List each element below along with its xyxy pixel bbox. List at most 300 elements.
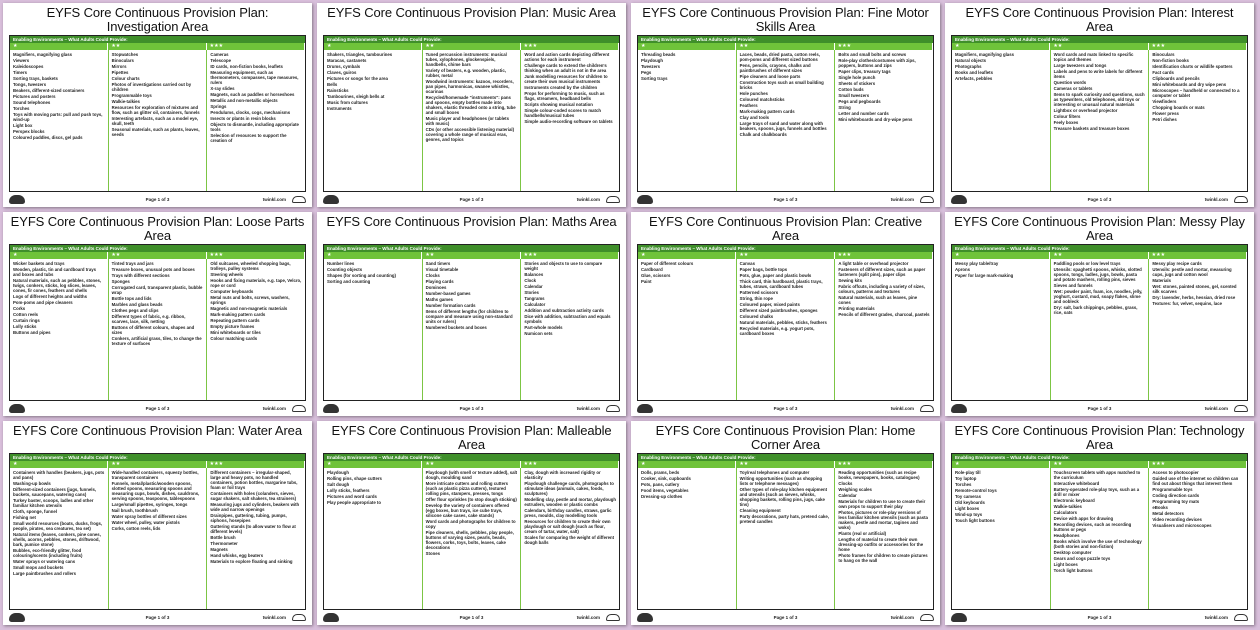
twinkl-hat-icon (1234, 405, 1248, 412)
star-level-label: ★★★ (835, 43, 933, 50)
list-item: Battery-operated role-play toys, such as a drill or mixer (1053, 487, 1140, 497)
list-item: Balances (524, 272, 544, 277)
page-number: Page 1 of 3 (145, 197, 170, 202)
list-item: Corrugated card, transparent plastic, bubble wrap (111, 285, 203, 295)
list-item: Cameras or tablets (1053, 86, 1093, 91)
document-page[interactable] (945, 3, 1254, 207)
list-item: Headphones (1053, 533, 1080, 538)
star-level-row (952, 43, 1247, 50)
document-page[interactable] (3, 212, 312, 416)
list-item: Small world resources (boats, ducks, frogs, people, pirates, sea creatures, tea set) (13, 521, 103, 531)
list-item: Music player and headphones (or tablets with music) (425, 116, 510, 126)
list-item: Drainpipes, guttering, tubing, pumps, siphons, hosepipes (210, 513, 287, 523)
list-item: ID cards, non-fiction books, leaflets (210, 64, 283, 69)
table-header: Enabling Environments – What Adults Could Provide: (952, 245, 1247, 252)
page-title: EYFS Core Continuous Provision Plan: Technology Area (954, 423, 1245, 452)
list-item: Sound telephones (13, 100, 51, 105)
list-item: Conkers, artificial grass, tiles, to change the texture of surfaces (111, 336, 202, 346)
star-level-label: ★ (952, 461, 1050, 468)
page-number: Page 1 of 3 (1087, 406, 1112, 411)
list-item: Treasure baskets and treasure boxes (1053, 126, 1130, 131)
list-item: Torch light buttons (1053, 568, 1093, 573)
list-item: Walkie-talkies (1053, 504, 1082, 509)
table-header: Enabling Environments – What Adults Could Provide: (952, 454, 1247, 461)
list-item: Messy play recipe cards (1152, 261, 1202, 266)
list-item: Tangrams (524, 296, 545, 301)
list-item: Wooden, plastic, tin and cardboard trays and boxes and tubs (13, 267, 97, 277)
table-column (952, 50, 1051, 191)
list-item: Springs (210, 104, 227, 109)
list-item: Lightbox or overhead projector (1053, 108, 1118, 113)
list-item: Colour charts (111, 76, 140, 81)
document-page[interactable] (3, 421, 312, 625)
page-title: EYFS Core Continuous Provision Plan: Creative Area (649, 214, 922, 243)
list-item: Cardboard (641, 267, 663, 272)
list-item: Desktop computer (1053, 550, 1092, 555)
list-item: Other types of role-play kitchen equipment and utensils (such as sieves, whisks, shopping baskets, rolling pins, jugs, cake tins) (739, 487, 828, 507)
list-item: Pots, pans, cutlery (641, 482, 680, 487)
list-item: Word cards and photographs for children to copy (425, 519, 516, 529)
list-item: Number formation cards (425, 303, 476, 308)
list-item: Water sprays or watering cans (13, 559, 76, 564)
list-item: Funnels, metal/plastic/wooden spoons, slotted spoons, measuring spoons and measuring cups, bowls, dishes, cauldrons, serving spoons, teaspoons, tablespoons (111, 481, 200, 501)
list-item: Programmable toys (1152, 487, 1193, 492)
list-item: Items to spark curiosity and questions, such as typewriters, old telephones, old toys or interesting or unusual natural materials (1053, 92, 1145, 107)
page-title: EYFS Core Continuous Provision Plan: Loose Parts Area (10, 214, 305, 243)
list-item: Kaleidoscopes (13, 64, 44, 69)
list-item: Cleaning equipment (739, 508, 781, 513)
list-item: Cotton reels (13, 312, 39, 317)
table-column (324, 259, 423, 400)
list-item: Number lines (327, 261, 355, 266)
page-number: Page 1 of 3 (1087, 197, 1112, 202)
list-item: Pots, glue, paper and plastic bowls (739, 273, 812, 278)
list-item: Cameras (210, 52, 229, 57)
list-item: Materials for children to use to create their own props to support their play (838, 499, 926, 509)
list-item: Petri dishes (1152, 117, 1177, 122)
list-item: Insects or plants in resin blocks (210, 116, 276, 121)
star-level-label: ★★ (1050, 461, 1148, 468)
list-item: eBooks (1152, 505, 1168, 510)
twinkl-logo-icon (9, 195, 25, 204)
list-item: Tongs, tweezers (13, 82, 47, 87)
twinkl-logo-icon (637, 404, 653, 413)
list-item: Different-sized containers (jugs, funnels, buckets, saucepans, watering cans) (13, 487, 97, 497)
list-item: Programmable toys (111, 93, 152, 98)
list-item: Woodwind instruments: kazoos, recorders, pan pipes, harmonicas, swanee whistles, ocarinas (425, 79, 514, 94)
list-item: Identification charts or wildlife spotters (1152, 64, 1233, 69)
list-item: Water wheel, pulley, water pistols (111, 520, 180, 525)
list-item: Playing cards (425, 279, 454, 284)
list-item: Recycled/homemade "instruments": pans and spoons, empty bottles made into shakers, elastic threaded onto a string, tube and small boxes (425, 95, 516, 115)
list-item: Materials (1152, 278, 1171, 283)
list-item: Large trays of sand and water along with beakers, spoons, jugs, funnels and bottles (739, 121, 827, 131)
list-item: Calculator (524, 302, 546, 307)
list-item: Metal nuts and bolts, screws, washers, springs (210, 295, 290, 305)
list-item: Large/small pipettes, syringes, tongs (111, 502, 188, 507)
site-link[interactable]: twinkl.com (890, 197, 914, 202)
list-item: Resources for exploration of mixtures and flow, such as glitter oil, containers, funnels (111, 105, 200, 115)
list-item: Toy laptop (955, 476, 977, 481)
list-item: Sewing kits (838, 278, 862, 283)
table-column (207, 259, 305, 400)
table-column (638, 468, 737, 609)
site-link[interactable]: twinkl.com (1204, 197, 1228, 202)
page-footer (323, 194, 620, 205)
page-title: EYFS Core Continuous Provision Plan: Water Area (13, 423, 302, 438)
twinkl-logo-icon (637, 613, 653, 622)
list-item: Challenge cards to extend the children's thinking when an adult is not in the area (524, 63, 607, 73)
list-item: Pegs (641, 70, 652, 75)
list-item: Light boxes (1053, 562, 1078, 567)
table-column (423, 468, 522, 609)
list-item: Dry: salt, bark chippings, pebbles, grass, rice, oats (1053, 305, 1138, 315)
star-level-label: ★ (324, 252, 422, 259)
twinkl-hat-icon (920, 405, 934, 412)
page-number: Page 1 of 3 (459, 406, 484, 411)
page-title: EYFS Core Continuous Provision Plan: Messy Play Area (954, 214, 1245, 243)
list-item: Shakers, triangles, tambourines (327, 52, 393, 57)
list-item: Printing materials (838, 306, 875, 311)
twinkl-hat-icon (920, 196, 934, 203)
list-item: Wet: stones, painted stones, gel, scented silk scarves (1152, 284, 1237, 294)
list-item: Writing opportunities (such as shopping lists or telephone messages) (739, 476, 823, 486)
star-level-label: ★★ (736, 461, 834, 468)
twinkl-logo-icon (951, 404, 967, 413)
table-column (1149, 50, 1247, 191)
list-item: Books which involve the use of technology (both stories and non-fiction) (1053, 539, 1142, 549)
twinkl-hat-icon (606, 196, 620, 203)
list-item: Containers with handles (beakers, jugs, pots and pans) (13, 470, 105, 480)
star-level-label: ★★★ (207, 461, 305, 468)
star-level-label: ★★ (736, 252, 834, 259)
table-header: Enabling Environments – What Adults Could Provide: (638, 36, 933, 43)
list-item: Fact cards (1152, 70, 1174, 75)
list-item: Telescope (210, 58, 232, 63)
list-item: Mark-making pattern cards (210, 312, 266, 317)
star-level-label: ★★★ (1149, 461, 1247, 468)
list-item: Calculators (1053, 510, 1078, 515)
table-column (10, 468, 109, 609)
star-level-label: ★ (10, 252, 108, 259)
list-item: Natural materials, such as leaves, pine cones (838, 295, 918, 305)
star-level-label: ★★★ (1149, 43, 1247, 50)
star-level-label: ★ (638, 252, 736, 259)
list-item: Binoculars (111, 58, 134, 63)
page-title: EYFS Core Continuous Provision Plan: Interest Area (965, 5, 1234, 34)
list-item: Cloth, sponge, funnel (13, 509, 57, 514)
provision-table (323, 453, 620, 610)
twinkl-logo-icon (637, 195, 653, 204)
list-item: Touchscreen tablets with apps matched to the curriculum (1053, 470, 1141, 480)
table-column (835, 259, 933, 400)
list-item: Artefacts, pebbles (955, 76, 993, 81)
table-column (835, 50, 933, 191)
list-item: Turkey baster, scoops, ladles and other familiar kitchen utensils (13, 498, 94, 508)
list-item: Number-based games (425, 291, 471, 296)
table-header: Enabling Environments – What Adults Could Provide: (638, 245, 933, 252)
list-item: Pom-poms and pipe cleaners (13, 300, 73, 305)
page-title: EYFS Core Continuous Provision Plan: Investigation Area (46, 5, 269, 34)
list-item: Utensils: spaghetti spoons, whisks, slotted spoons, tongs, ladles, jugs, bowls, pasta and potato mashers, rolling pins, sieves (1053, 267, 1142, 282)
list-item: Variety of beaters, e.g. wooden, plastic, rubber, metal (425, 68, 506, 78)
page-number: Page 1 of 3 (145, 406, 170, 411)
star-level-row (952, 252, 1247, 259)
list-item: Old suitcases, wheeled shopping bags, trolleys, pulley systems (210, 261, 291, 271)
list-item: Playdough (327, 470, 349, 475)
list-item: Maths games (425, 297, 453, 302)
list-item: Fabric offcuts, including a variety of sizes, colours, patterns and textures (838, 284, 926, 294)
star-level-row (638, 461, 933, 468)
table-column (737, 468, 836, 609)
list-item: Washing-up bowls (13, 481, 51, 486)
list-item: Materials to explore floating and sinking (210, 559, 293, 564)
document-page[interactable] (317, 421, 626, 625)
site-link[interactable]: twinkl.com (262, 197, 286, 202)
document-page[interactable] (631, 421, 940, 625)
list-item: Word cards and mats linked to specific topics and themes (1053, 52, 1134, 62)
list-item: Non-fiction books (1152, 58, 1189, 63)
site-link[interactable]: twinkl.com (1204, 615, 1228, 620)
list-item: Dominoes (425, 285, 447, 290)
list-item: Tinted trays and jars (111, 261, 154, 266)
star-level-row (638, 43, 933, 50)
list-item: Drums, cymbals (327, 64, 361, 69)
list-item: Electronic keyboard (1053, 498, 1095, 503)
star-level-row (324, 461, 619, 468)
star-level-label: ★★ (108, 252, 206, 259)
list-item: Scales for comparing the weight of different dough balls (524, 535, 615, 545)
list-item: Clock (524, 278, 537, 283)
star-level-label: ★ (324, 461, 422, 468)
provision-table (323, 244, 620, 401)
list-item: Question words (1053, 80, 1087, 85)
list-item: Laces, beads, dried pasta, cotton reels, pom-poms and different sized buttons (739, 52, 820, 62)
list-item: Timers (13, 70, 28, 75)
list-item: Natural materials, pebbles, sticks, feathers (739, 320, 827, 325)
list-item: Pipettes (111, 70, 129, 75)
page-title: EYFS Core Continuous Provision Plan: Malleable Area (331, 423, 612, 452)
list-item: Chalk and chalkboards (739, 132, 787, 137)
table-column (109, 259, 208, 400)
page-title: EYFS Core Continuous Provision Plan: Maths Area (326, 214, 617, 229)
table-columns (10, 468, 305, 609)
list-item: Resources for children to create their own playdough or salt dough (such as flour, cream of tartar, water, salt) (524, 519, 611, 534)
list-item: Sponges (111, 279, 130, 284)
table-column (324, 50, 423, 191)
table-column (952, 259, 1051, 400)
table-column (109, 50, 208, 191)
star-level-label: ★★★ (521, 252, 619, 259)
page-footer (9, 403, 306, 414)
site-link[interactable]: twinkl.com (576, 406, 600, 411)
list-item: Tambourines, sleigh bells at (327, 94, 385, 99)
list-item: Coloured chalks (739, 314, 774, 319)
list-item: Walkie-talkies (111, 99, 140, 104)
list-item: Bottle brush (210, 535, 236, 540)
list-item: Beakers, different-sized containers (13, 88, 85, 93)
table-column (1149, 468, 1247, 609)
list-item: Containers with holes (colanders, sieves, sugar shakers, salt shakers, tea strainers) (210, 491, 297, 501)
list-item: Video recording devices (1152, 517, 1202, 522)
twinkl-logo-icon (951, 613, 967, 622)
list-item: Numbered buckets and boxes (425, 325, 487, 330)
provision-table (637, 35, 934, 192)
star-level-label: ★★ (108, 461, 206, 468)
list-item: Microscopes – handheld or connected to a computer or tablet (1152, 88, 1240, 98)
list-item: Visual timetable (425, 267, 459, 272)
list-item: Claves, guiros (327, 70, 357, 75)
list-item: Party decorations, party hats, pretend cake, pretend candles (739, 514, 829, 524)
list-item: Clay, dough with increased rigidity or elasticity (524, 470, 601, 480)
list-item: Construction toys such as small building bricks (739, 80, 824, 90)
list-item: Role-play till (955, 470, 981, 475)
list-item: Toy cameras (955, 494, 981, 499)
table-columns (952, 259, 1247, 400)
star-level-label: ★ (638, 461, 736, 468)
list-item: Hooks and fixing materials, e.g. tape, Velcro, rope or cord (210, 278, 302, 288)
site-link[interactable]: twinkl.com (576, 615, 600, 620)
list-item: Clothes pegs and clips (111, 308, 159, 313)
list-item: Corks (13, 306, 26, 311)
table-columns (324, 468, 619, 609)
list-item: String (838, 105, 851, 110)
list-item: Pictures and posters (13, 94, 56, 99)
page-footer (637, 612, 934, 623)
site-link[interactable]: twinkl.com (576, 197, 600, 202)
list-item: Simple colour-coded scores to match handbells/musical tubes (524, 108, 601, 118)
table-column (835, 468, 933, 609)
list-item: Treasure boxes, unusual pots and boxes (111, 267, 195, 272)
list-item: Rainsticks (327, 88, 349, 93)
twinkl-hat-icon (292, 196, 306, 203)
document-page[interactable] (317, 212, 626, 416)
twinkl-hat-icon (606, 614, 620, 621)
list-item: Sorting trays, baskets (13, 76, 58, 81)
provision-table (951, 453, 1248, 610)
list-item: Measuring jugs and cylinders, beakers with wide and narrow openings (210, 502, 300, 512)
list-item: Playdough (641, 58, 663, 63)
list-item: Clocks (425, 273, 440, 278)
list-item: Corks, cotton reels, lids (111, 526, 161, 531)
list-item: Pencils of different grades, charcoal, pastels (838, 312, 930, 317)
page-footer (951, 612, 1248, 623)
list-item: Coloured matchsticks (739, 97, 785, 102)
page-number: Page 1 of 3 (773, 615, 798, 620)
list-item: Food items, vegetables (641, 488, 689, 493)
table-header: Enabling Environments – What Adults Could Provide: (324, 36, 619, 43)
twinkl-logo-icon (9, 613, 25, 622)
twinkl-logo-icon (323, 613, 339, 622)
page-footer (637, 403, 934, 414)
list-item: Junk modelling resources for children to create their own musical instruments (524, 74, 608, 84)
list-item: Stories and objects to use to compare weight (524, 261, 603, 271)
list-item: Computer keyboards (210, 289, 254, 294)
star-level-label: ★★★ (207, 252, 305, 259)
site-link[interactable]: twinkl.com (262, 406, 286, 411)
list-item: Coding direction cards (1152, 493, 1200, 498)
table-column (737, 259, 836, 400)
list-item: Guttering stands (to allow water to flow at different levels) (210, 524, 296, 534)
twinkl-logo-icon (951, 195, 967, 204)
list-item: Single hole punch (838, 75, 876, 80)
list-item: Scripts showing musical notation (524, 102, 593, 107)
list-item: Paper of different colours (641, 261, 694, 266)
list-item: Wet: powder paint, foam, ice, noodles, jelly, yoghurt, custard, mud, soapy flakes, slime and oobleck (1053, 289, 1143, 304)
list-item: Utensils: pestle and mortar, measuring cups, jugs and cotton wool (1152, 267, 1232, 277)
list-item: Playdough (with smell or texture added), salt dough, moulding sand (425, 470, 518, 480)
list-item: Aprons (955, 267, 971, 272)
site-link[interactable]: twinkl.com (890, 406, 914, 411)
list-item: Fishing net (13, 515, 36, 520)
list-item: Photo frames for children to create pictures to hang on the wall (838, 553, 928, 563)
page-footer (9, 194, 306, 205)
list-item: Programming toy mats (1152, 499, 1200, 504)
document-page[interactable] (945, 212, 1254, 416)
provision-table (9, 244, 306, 401)
site-link[interactable]: twinkl.com (890, 615, 914, 620)
list-item: Paddling pools or low level trays (1053, 261, 1121, 266)
table-column (10, 50, 109, 191)
list-item: Mirrors (111, 64, 127, 69)
table-column (1051, 259, 1150, 400)
table-header: Enabling Environments – What Adults Could Provide: (10, 245, 305, 252)
star-level-label: ★★★ (835, 252, 933, 259)
table-column (423, 259, 522, 400)
list-item: Hand whisks, egg beaters (210, 553, 264, 558)
list-item: Torches (13, 106, 30, 111)
list-item: Develop the variety of containers offered (egg boxes, bun trays, ice cube trays, silicone cake cases, cake stands) (425, 503, 510, 518)
page-number: Page 1 of 3 (459, 197, 484, 202)
list-item: Touch light buttons (955, 518, 995, 523)
twinkl-hat-icon (292, 405, 306, 412)
list-item: Tweezers (641, 64, 661, 69)
document-page[interactable] (945, 421, 1254, 625)
list-item: Large tweezers and tongs (1053, 63, 1107, 68)
table-column (10, 259, 109, 400)
star-level-label: ★★★ (835, 461, 933, 468)
list-item: Sand timers (425, 261, 451, 266)
document-page[interactable] (631, 3, 940, 207)
table-columns (10, 50, 305, 191)
list-item: Plants (real or artificial) (838, 531, 887, 536)
page-footer (9, 612, 306, 623)
site-link[interactable]: twinkl.com (262, 615, 286, 620)
list-item: Stories (524, 290, 539, 295)
star-level-label: ★ (324, 43, 422, 50)
list-item: Paper clips, treasury tags (838, 69, 891, 74)
document-page[interactable] (3, 3, 312, 207)
list-item: Thermometer (210, 541, 238, 546)
page-footer (951, 194, 1248, 205)
document-page[interactable] (631, 212, 940, 416)
list-item: Pipe cleaners and loose parts (739, 74, 801, 79)
list-item: Glue, scissors (641, 273, 671, 278)
site-link[interactable]: twinkl.com (1204, 406, 1228, 411)
list-item: Recording devices, such as recording buttons or pegs (1053, 522, 1132, 532)
page-number: Page 1 of 3 (773, 197, 798, 202)
list-item: Viewfinders (1152, 99, 1177, 104)
list-item: Rolling pins, shape cutters (327, 476, 382, 481)
list-item: Lengths of material to create their own dressing-up outfits or accessories for the home (838, 537, 924, 552)
twinkl-hat-icon (606, 405, 620, 412)
list-item: Wind-up toys (955, 512, 983, 517)
list-item: Selection of resources to support the creation of (210, 133, 287, 143)
list-item: Toy/real telephones and computer (739, 470, 810, 475)
twinkl-hat-icon (1234, 614, 1248, 621)
document-page[interactable] (317, 3, 626, 207)
list-item: Dolls, prams, beds (641, 470, 680, 475)
